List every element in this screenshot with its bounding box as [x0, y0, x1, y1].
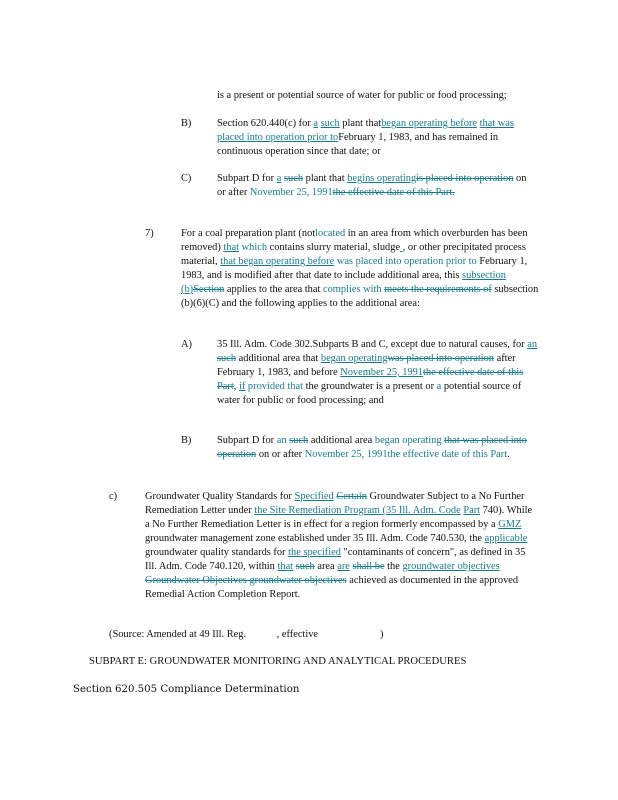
item-a2-label: A) [181, 339, 192, 350]
source-note: (Source: Amended at 49 Ill. Reg. , effective ) [109, 629, 384, 640]
item-b2-text: Subpart D for an such additional area began operating that was placed into operation on or after November 25, 1991the effective date of this Part. [217, 435, 527, 460]
item-b1-text: Section 620.440(c) for a such plant thatbegan operating before that was placed into operation prior toFebruary 1, 1983, and has remained in continuous operation since that date; or [217, 118, 514, 157]
item-c-label: c) [109, 491, 118, 502]
item-b2-label: B) [181, 435, 192, 446]
item-c-text: Groundwater Quality Standards for Specified Certain Groundwater Subject to a No Further Remediation Letter under the Site Remediation Program (35 Ill. Adm. Code Part 740). While a No Further Remediation Letter is in effect for a region formerly encompassed by a GMZ groundwater management zone established under 35 Ill. Adm. Code 740.530, the applicable groundwater quality standards for the specified "contaminants of concern", as defined in 35 Ill. Adm. Code 740.120, within that such area are shall be the groundwater objectives Groundwater Objectives groundwater objectives achieved as documented in the approved Remedial Action Completion Report. [145, 491, 533, 600]
item-a2-text: 35 Ill. Adm. Code 302.Subparts B and C, except due to natural causes, for an such additional area that began operatingwas placed into operation after February 1, 1983, and before November 25, 1991the effective date of this Part, if provided that the groundwater is a present or a potential source of water for public or food processing; and [217, 339, 538, 406]
item-c1-text: Subpart D for a such plant that begins operatingis placed into operation on or after November 25, 1991the effective date of this Part. [217, 173, 527, 198]
continuation-line: is a present or potential source of water for public or food processing; [217, 90, 507, 101]
item-7-text: For a coal preparation plant (notlocated in an area from which overburden has been removed) that which contains slurry material, sludge , or other precipitated process material, that began operating before was placed into operation prior to February 1, 1983, and is modified after that date to include additional area, this subsection (b)Section applies to the area that complies with meets the requirements of subsection (b)(6)(C) and the following applies to the additional area: [181, 228, 539, 309]
section-heading: Section 620.505 Compliance Determination [73, 684, 300, 695]
subpart-heading: SUBPART E: GROUNDWATER MONITORING AND ANALYTICAL PROCEDURES [89, 656, 467, 667]
item-b1-label: B) [181, 118, 192, 129]
item-7-label: 7) [145, 228, 154, 239]
item-c1-label: C) [181, 173, 192, 184]
